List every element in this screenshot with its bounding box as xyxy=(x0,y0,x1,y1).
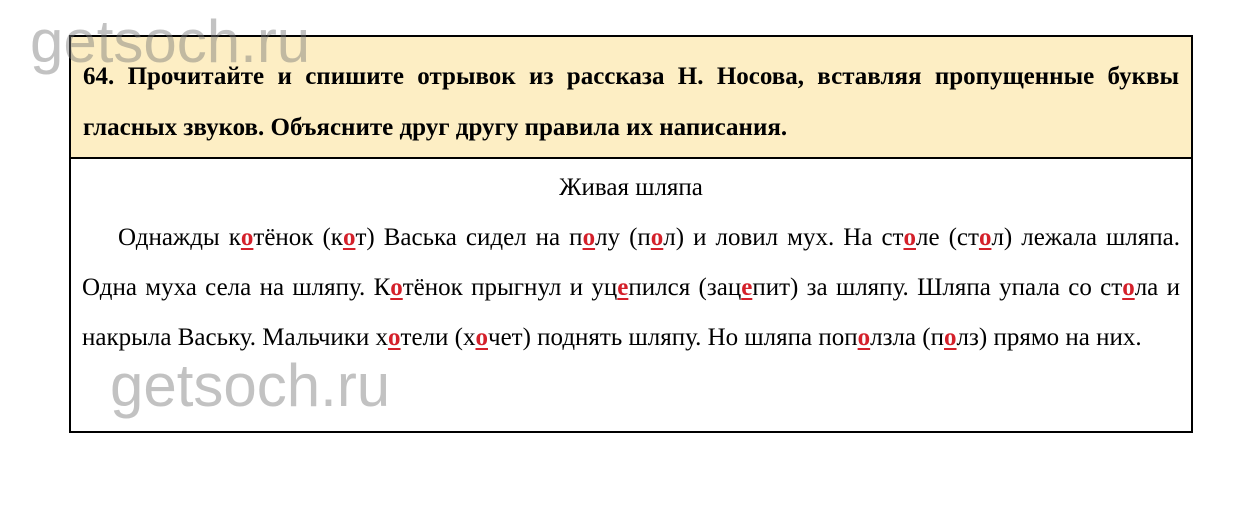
text-segment: лз) прямо на них. xyxy=(956,324,1142,351)
text-segment: ле (ст xyxy=(915,224,979,251)
watermark-bottom: getsoch.ru xyxy=(110,352,391,419)
inserted-vowel: о xyxy=(857,324,871,351)
text-segment: пит) за шляпу. Шляпа упала со ст xyxy=(752,274,1123,301)
text-segment: лу (п xyxy=(595,224,651,251)
text-segment: чет) поднять шляпу. Но шляпа поп xyxy=(488,324,858,351)
inserted-vowel: о xyxy=(978,224,992,251)
story-title: Живая шляпа xyxy=(559,174,703,201)
task-body xyxy=(71,163,1191,363)
inserted-vowel: е xyxy=(741,274,753,301)
inserted-vowel: о xyxy=(944,324,957,351)
story-text xyxy=(82,213,1180,363)
inserted-vowel: о xyxy=(650,224,664,251)
watermark-top: getsoch.ru xyxy=(30,8,311,75)
text-segment: Однажды к xyxy=(118,224,241,251)
inserted-vowel: о xyxy=(1122,274,1135,301)
inserted-vowel: о xyxy=(903,224,916,251)
text-segment: л) лежала шляпа. Одна муха села на шляпу. К xyxy=(82,224,1180,301)
inserted-vowel: о xyxy=(390,274,403,301)
text-segment: ла и накрыла Ваську. Мальчики х xyxy=(82,274,1180,351)
text-segment: лзла (п xyxy=(870,324,945,351)
task-box xyxy=(69,35,1193,433)
text-segment: тёнок прыгнул и уц xyxy=(402,274,618,301)
inserted-vowel: о xyxy=(342,224,356,251)
text-segment: т) Васька сидел на п xyxy=(355,224,583,251)
task-header: 64. Прочитайте и спишите отрывок из рассказа Н. Носова, вставляя пропущенные буквы гласных звуков. Объясните друг другу правила их написания. xyxy=(71,37,1191,159)
text-segment: тёнок (к xyxy=(253,224,343,251)
text-segment: пился (зац xyxy=(628,274,742,301)
inserted-vowel: е xyxy=(617,274,629,301)
inserted-vowel: о xyxy=(475,324,488,351)
text-segment: тели (х xyxy=(400,324,476,351)
inserted-vowel: о xyxy=(582,224,596,251)
inserted-vowel: о xyxy=(388,324,401,351)
inserted-vowel: о xyxy=(240,224,254,251)
text-segment: л) и ловил мух. На ст xyxy=(663,224,904,251)
